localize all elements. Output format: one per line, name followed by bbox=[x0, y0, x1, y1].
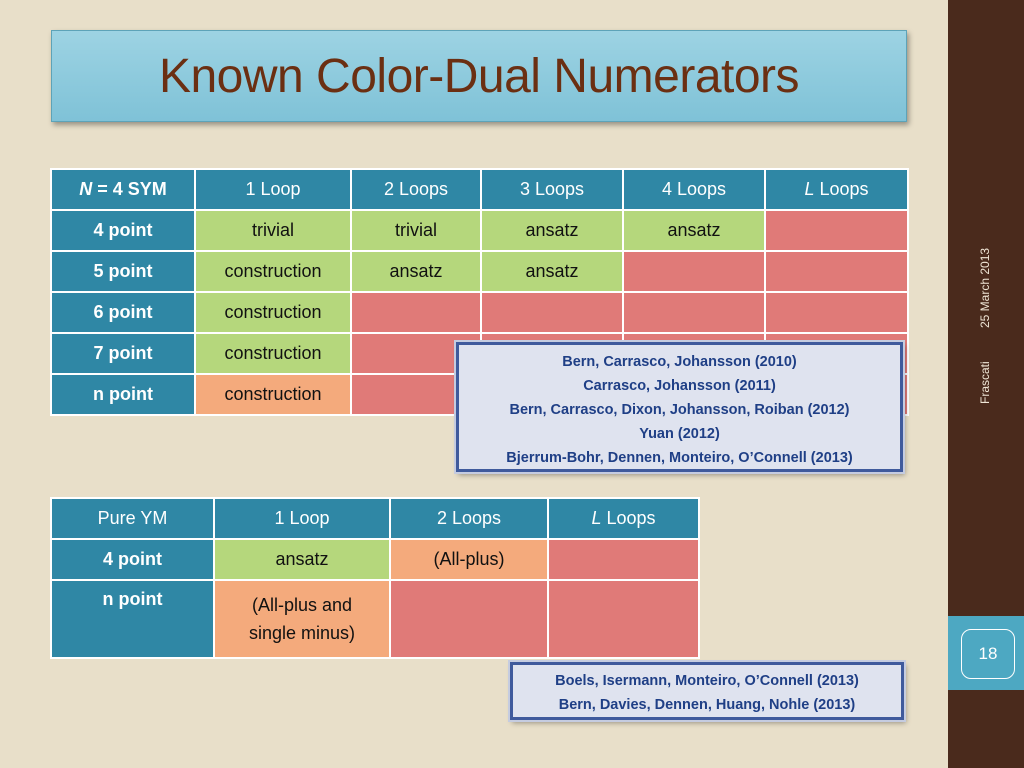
row-label: n point bbox=[51, 374, 195, 415]
title-banner bbox=[51, 30, 907, 122]
sym-header-l-loops: L Loops bbox=[765, 169, 908, 210]
table-cell: ansatz bbox=[351, 251, 481, 292]
slide-date: 25 March 2013 bbox=[978, 247, 992, 328]
reference: Yuan (2012) bbox=[639, 426, 720, 442]
table-cell: construction bbox=[195, 251, 351, 292]
ym-header-2-loops: 2 Loops bbox=[390, 498, 548, 539]
table-cell bbox=[390, 580, 548, 658]
table-cell: ansatz bbox=[623, 210, 765, 251]
table-cell bbox=[481, 292, 623, 333]
table-cell bbox=[765, 292, 908, 333]
table-cell bbox=[548, 580, 699, 658]
sym-header-3-loops: 3 Loops bbox=[481, 169, 623, 210]
ym-references-box bbox=[510, 662, 904, 720]
reference: Bern, Carrasco, Johansson (2010) bbox=[562, 354, 797, 370]
table-cell: (All-plus) bbox=[390, 539, 548, 580]
cell-line: (All-plus and bbox=[251, 595, 353, 615]
row-label: n point bbox=[51, 580, 214, 658]
table-cell bbox=[351, 292, 481, 333]
table-cell: ansatz bbox=[214, 539, 390, 580]
table-row bbox=[51, 210, 908, 251]
slide-location: Frascati bbox=[978, 361, 992, 404]
table-cell bbox=[214, 580, 390, 658]
table-cell bbox=[765, 251, 908, 292]
ym-table-corner: Pure YM bbox=[51, 498, 214, 539]
row-label: 4 point bbox=[51, 539, 214, 580]
reference: Bjerrum-Bohr, Dennen, Monteiro, O’Connell (2013) bbox=[506, 450, 853, 466]
table-row bbox=[51, 292, 908, 333]
row-label: 4 point bbox=[51, 210, 195, 251]
table-cell: ansatz bbox=[481, 251, 623, 292]
reference: Bern, Davies, Dennen, Huang, Nohle (2013) bbox=[558, 697, 856, 713]
table-cell: construction bbox=[195, 333, 351, 374]
table-cell bbox=[623, 292, 765, 333]
ym-table-header-row bbox=[51, 498, 699, 539]
reference: Carrasco, Johansson (2011) bbox=[583, 378, 776, 394]
reference: Bern, Carrasco, Dixon, Johansson, Roiban (2012) bbox=[509, 402, 850, 418]
table-row bbox=[51, 580, 699, 658]
table-cell: construction bbox=[195, 374, 351, 415]
sym-header-1-loop: 1 Loop bbox=[195, 169, 351, 210]
ym-table bbox=[50, 497, 700, 659]
table-cell bbox=[548, 539, 699, 580]
table-cell bbox=[623, 251, 765, 292]
table-cell: construction bbox=[195, 292, 351, 333]
table-cell: trivial bbox=[351, 210, 481, 251]
ym-header-1-loop: 1 Loop bbox=[214, 498, 390, 539]
page-number: 18 bbox=[961, 629, 1015, 679]
sym-references-box bbox=[456, 342, 903, 472]
row-label: 5 point bbox=[51, 251, 195, 292]
table-row bbox=[51, 251, 908, 292]
ym-header-l-loops: L Loops bbox=[548, 498, 699, 539]
table-cell: trivial bbox=[195, 210, 351, 251]
cell-line: single minus) bbox=[248, 623, 356, 643]
slide-title: Known Color-Dual Numerators bbox=[158, 49, 800, 103]
sym-header-2-loops: 2 Loops bbox=[351, 169, 481, 210]
table-row bbox=[51, 539, 699, 580]
table-cell bbox=[765, 210, 908, 251]
row-label: 6 point bbox=[51, 292, 195, 333]
sym-header-4-loops: 4 Loops bbox=[623, 169, 765, 210]
table-cell: ansatz bbox=[481, 210, 623, 251]
reference: Boels, Isermann, Monteiro, O’Connell (2013) bbox=[555, 673, 859, 689]
row-label: 7 point bbox=[51, 333, 195, 374]
sym-table-header-row bbox=[51, 169, 908, 210]
sym-table-corner: N = 4 SYM bbox=[51, 169, 195, 210]
